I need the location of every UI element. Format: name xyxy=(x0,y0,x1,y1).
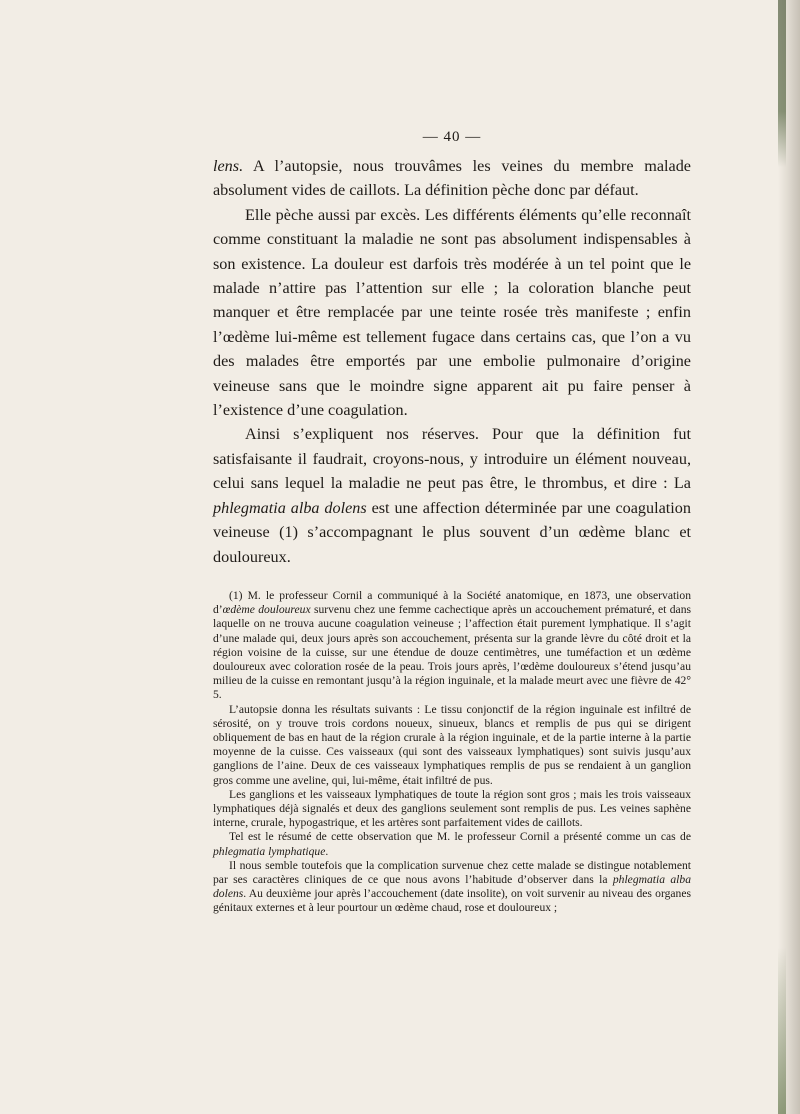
page-number: — 40 — xyxy=(422,129,482,145)
footnote-1 xyxy=(213,589,691,703)
footnote-2-text: L’autopsie donna les résultats suivants : Le tissu conjonctif de la région inguinale est infiltré de sérosité, on y trouve trois cordons noueux, sinueux, blancs et remplis de pus qui se dirigent obliquement de bas en haut de la région crurale à la région inguinale, et de la partie interne à la partie moyenne de la cuisse. Ces vaisseaux (qui sont des vaisseaux lymphatiques) sont suivis jusqu’aux ganglions de l’aine. Deux de ces vaisseaux lymphatiques remplis de pus se rendaient à un ganglion gros comme une aveline, qui, lui-même, était infiltré de pus. xyxy=(213,702,691,787)
footnote-5-italic: phlegmatia alba dolens xyxy=(213,872,691,901)
paragraph-1-start: lens. xyxy=(213,157,244,175)
paragraph-3-italic: phlegmatia alba dolens xyxy=(213,498,367,517)
main-text xyxy=(213,154,691,569)
footnote-5-before: Il nous semble toutefois que la complication survenue chez cette malade se distingue notablement par ses caractères cliniques de ce que nous avons l’habitude d’observer dans la xyxy=(213,858,691,886)
footnote-4 xyxy=(213,830,691,858)
footnote-4-italic: phlegmatia lymphatique xyxy=(213,844,326,858)
paragraph-1 xyxy=(213,154,691,203)
footnote-1-after: survenu chez une femme cachectique après un accouchement prématuré, et dans laquelle on ne trouva aucune coagulation veineuse ; l’affection était purement lymphatique. Il s’agit d’une malade qui, deux jours après son accouchement, présenta sur la grande lèvre du côté droit et la région voisine de la cuisse, sur une étendue de douze centimètres, une tuméfaction et un œdème douloureux avec coloration rosée de la peau. Trois jours après, l’œdème douloureux s’étend jusqu’au milieu de la cuisse en remontant jusqu’à la région inguinale, et la malade meurt avec une fièvre de 42° 5. xyxy=(213,603,692,702)
footnotes xyxy=(213,589,691,916)
paragraph-3-before: Ainsi s’expliquent nos réserves. Pour que la définition fut satisfaisante il faudrait, croyons-nous, y introduire un élément nouveau, celui sans lequel la maladie ne peut pas être, le thrombus, et dire : La xyxy=(213,425,691,493)
footnote-1-before: (1) M. le professeur Cornil a communiqué à la Société anatomique, en 1873, une observation d’ xyxy=(213,588,691,617)
footnote-3-text: Les ganglions et les vaisseaux lymphatiques de toute la région sont gros ; mais les trois vaisseaux lymphatiques déjà signalés et deux des ganglions seulement sont remplis de pus. Les veines saphène interne, crurale, hypogastrique, et les artères sont parfaitement vides de caillots. xyxy=(213,787,691,830)
page-content xyxy=(213,127,691,916)
footnote-1-italic: œdème douloureux xyxy=(222,603,311,617)
paragraph-1-text: A l’autopsie, nous trouvâmes les veines du membre malade absolument vides de caillots. La définition pèche donc par défaut. xyxy=(213,157,691,200)
paragraph-2: Elle pèche aussi par excès. Les différents éléments qu’elle reconnaît comme constituant la maladie ne sont pas absolument indispensables à son existence. La douleur est darfois très modérée à un tel point que le malade n’attire pas l’attention sur elle ; la coloration blanche peut manquer et être remplacée par une teinte rosée très manifeste ; enfin l’œdème lui-même est tellement fugace dans certains cas, que l’on a vu des malades être emportés par une embolie pulmonaire d’origine veineuse sans que le moindre signe apparent ait pu faire penser à l’existence d’une coagulation. xyxy=(213,205,691,420)
scan-edge-stain xyxy=(778,0,786,1114)
footnote-3 xyxy=(213,788,691,831)
paragraph-3 xyxy=(213,422,691,568)
footnote-4-after: . xyxy=(325,844,329,858)
footnote-2 xyxy=(213,703,691,788)
footnote-5 xyxy=(213,859,691,916)
footnote-4-before: Tel est le résumé de cette observation que M. le professeur Cornil a présenté comme un cas de xyxy=(229,830,691,844)
paragraph-3-after: est une affection déterminée par une coagulation veineuse (1) s’accompagnant le plus souvent d’un œdème blanc et douloureux. xyxy=(213,498,691,566)
footnote-5-after: . Au deuxième jour après l’accouchement (date insolite), on voit survenir au niveau des organes génitaux externes et à leur pourtour un œdème chaud, rose et douloureux ; xyxy=(213,887,691,915)
